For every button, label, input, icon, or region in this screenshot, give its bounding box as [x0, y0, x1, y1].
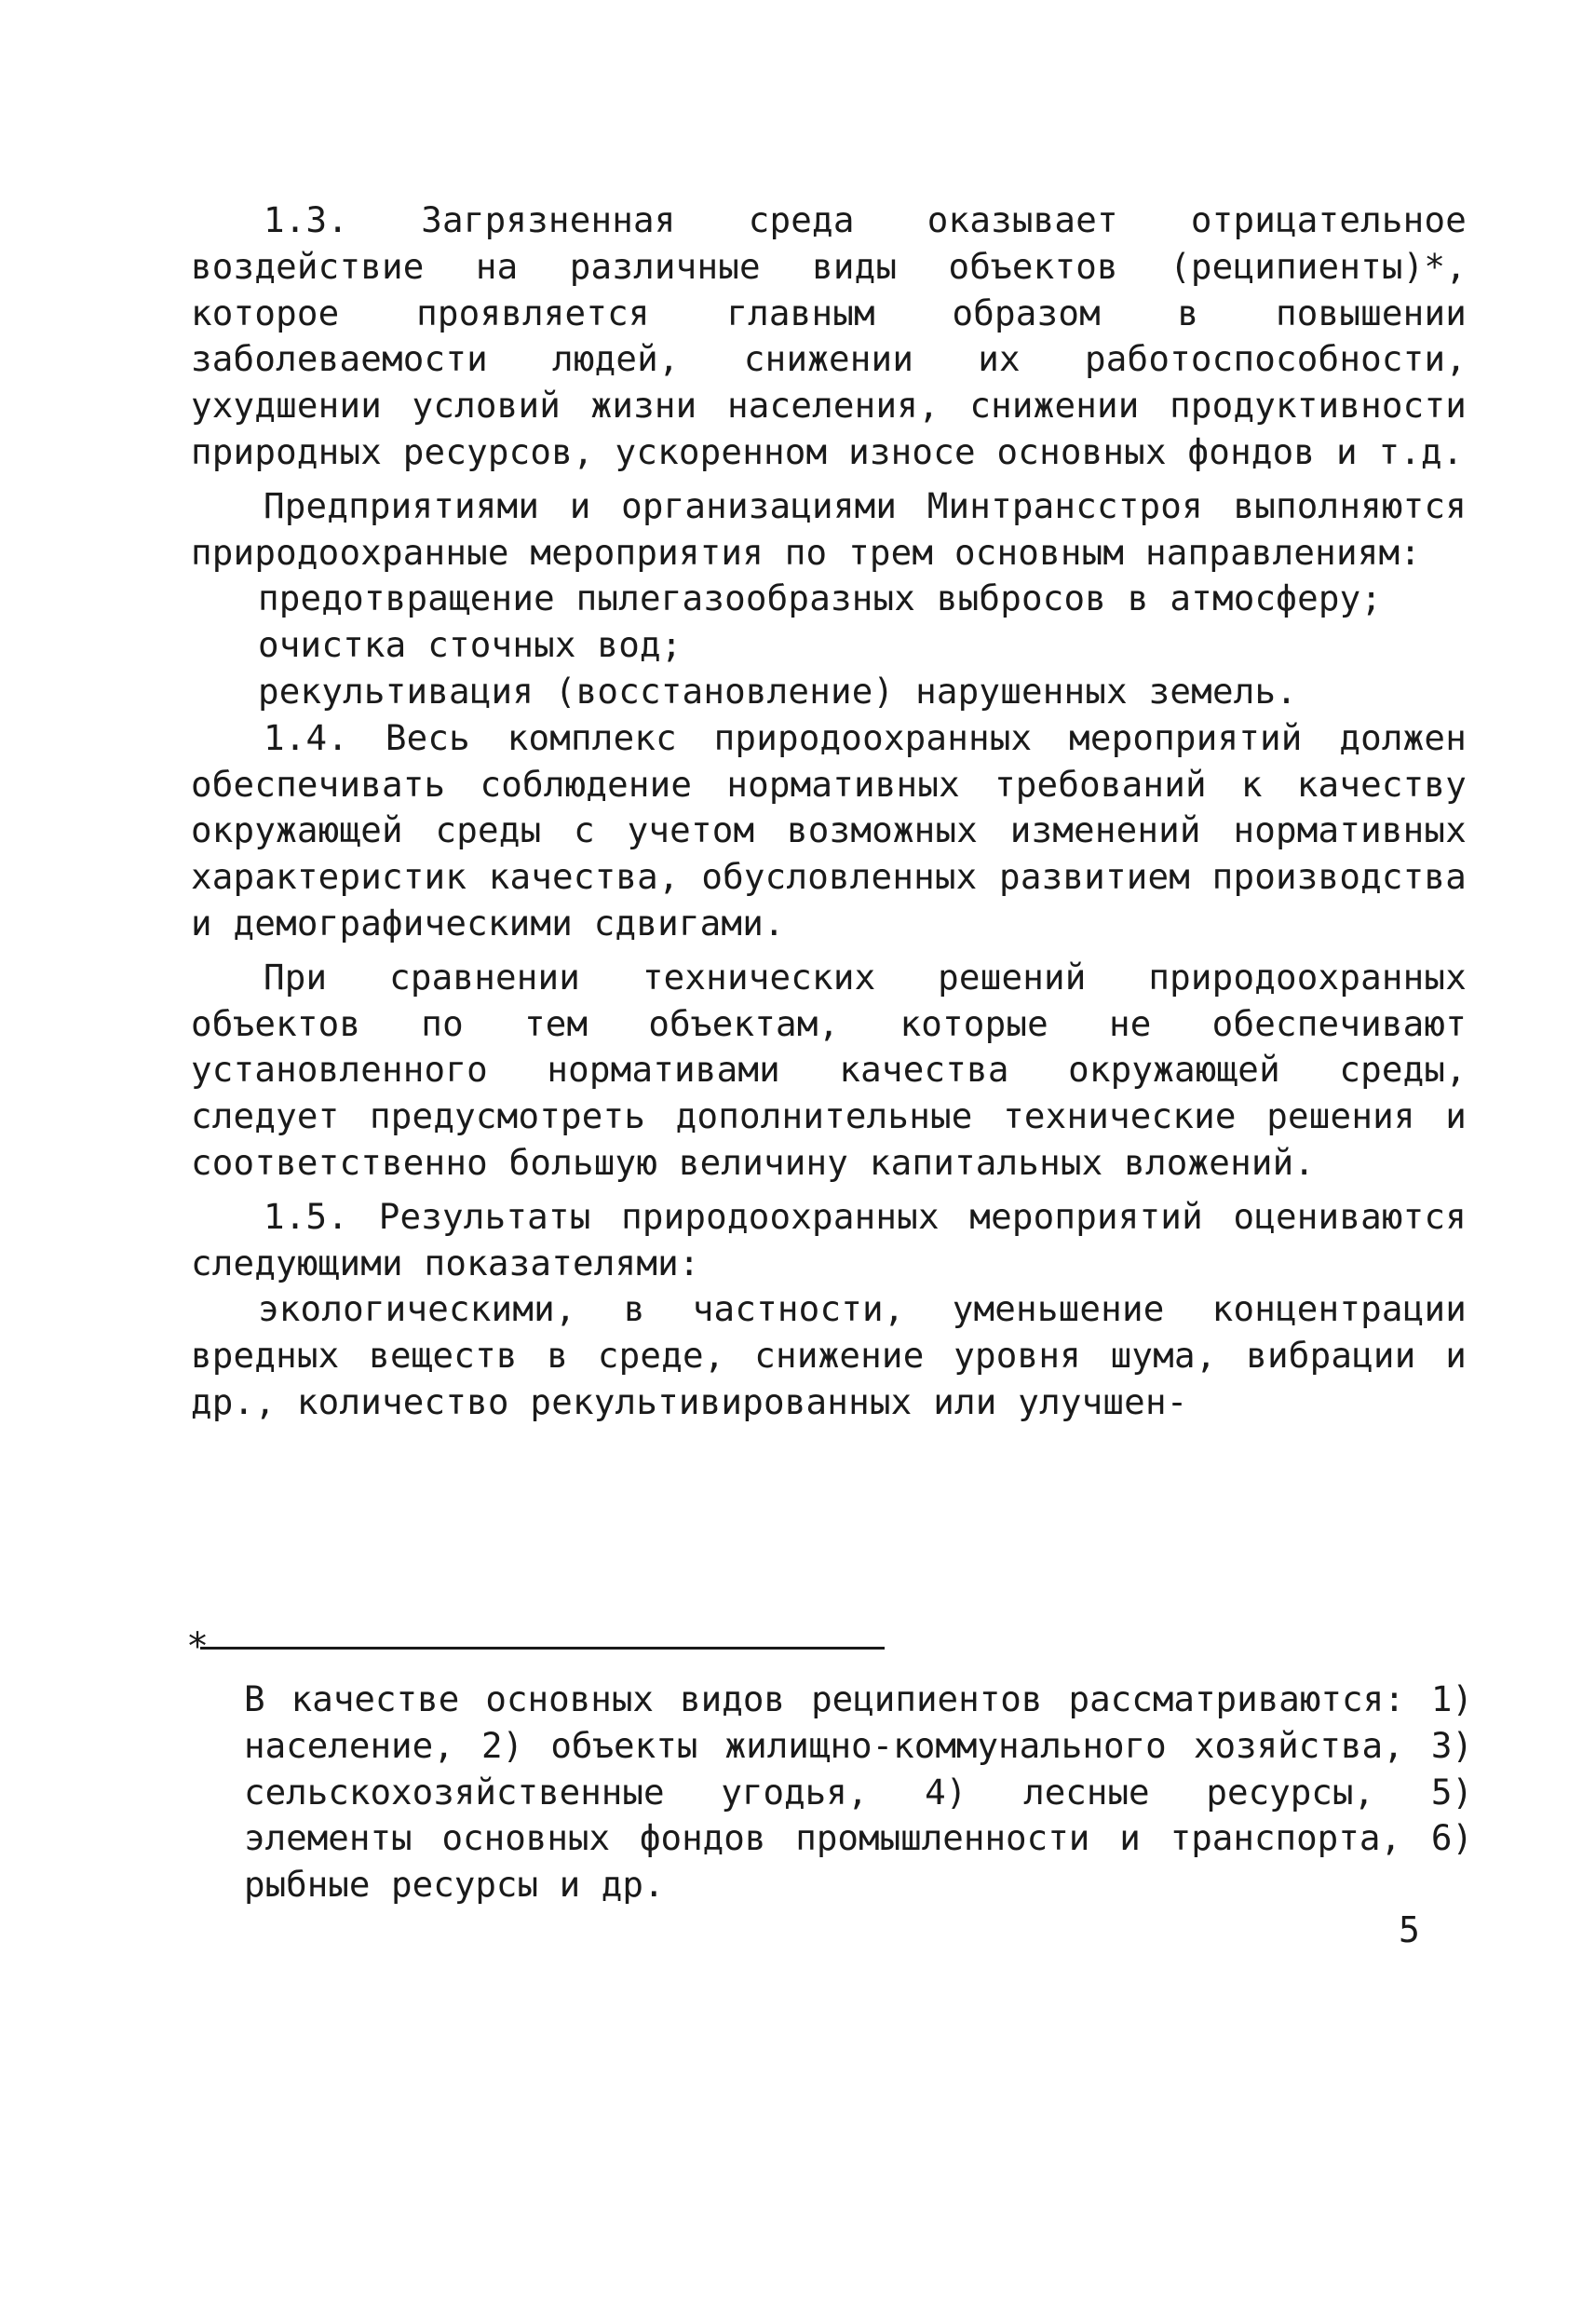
- list-item-emissions: предотвращение пылегазообразных выбросов в атмосферу;: [258, 577, 1383, 619]
- paragraph-comparison: При сравнении технических решений природоохранных объектов по тем объектам, которые не обеспечивают установленного нормативами качества окружающей среды, следует предусмотреть дополнительные технические решения и соответственно большую величину капитальных вложений.: [191, 956, 1467, 1183]
- paragraph-1-3: 1.3. Загрязненная среда оказывает отрицательное воздействие на различные виды объектов (реципиенты)*, которое проявляется главным образом в повышении заболеваемости людей, снижении их работоспособности, ухудшении условий жизни населения, снижении продуктивности природных ресурсов, ускоренном износе основных фондов и т.д.: [191, 199, 1467, 472]
- paragraph-1-4: 1.4. Весь комплекс природоохранных мероприятий должен обеспечивать соблюдение нормативных требований к качеству окружающей среды с учетом возможных изменений нормативных характеристик качества, обусловленных развитием производства и демографическими сдвигами.: [191, 716, 1467, 944]
- list-item-ecological: экологическими, в частности, уменьшение концентрации вредных веществ в среде, снижение уровня шума, вибрации и др., количество рекультивированных или улучшен-: [191, 1288, 1467, 1422]
- paragraph-1-5: 1.5. Результаты природоохранных мероприятий оцениваются следующими показателями:: [191, 1195, 1467, 1283]
- list-item-recultivation: рекультивация (восстановление) нарушенных земель.: [258, 670, 1298, 712]
- paragraph-directions-intro: Предприятиями и организациями Минтрансстроя выполняются природоохранные мероприятия по трем основным направлениям:: [191, 484, 1467, 573]
- body-text: [191, 197, 1467, 1426]
- footnote-separator: [200, 1647, 885, 1650]
- footnote-mark: *: [186, 1625, 210, 1668]
- footnote-text: В качестве основных видов реципиентов рассматриваются: 1) население, 2) объекты жилищно-коммунального хозяйства, 3) сельскохозяйственные угодья, 4) лесные ресурсы, 5) элементы основных фондов промышленности и транспорта, 6) рыбные ресурсы и др.: [244, 1678, 1473, 1906]
- page-number: 5: [1399, 1909, 1420, 1950]
- list-item-wastewater: очистка сточных вод;: [258, 624, 683, 666]
